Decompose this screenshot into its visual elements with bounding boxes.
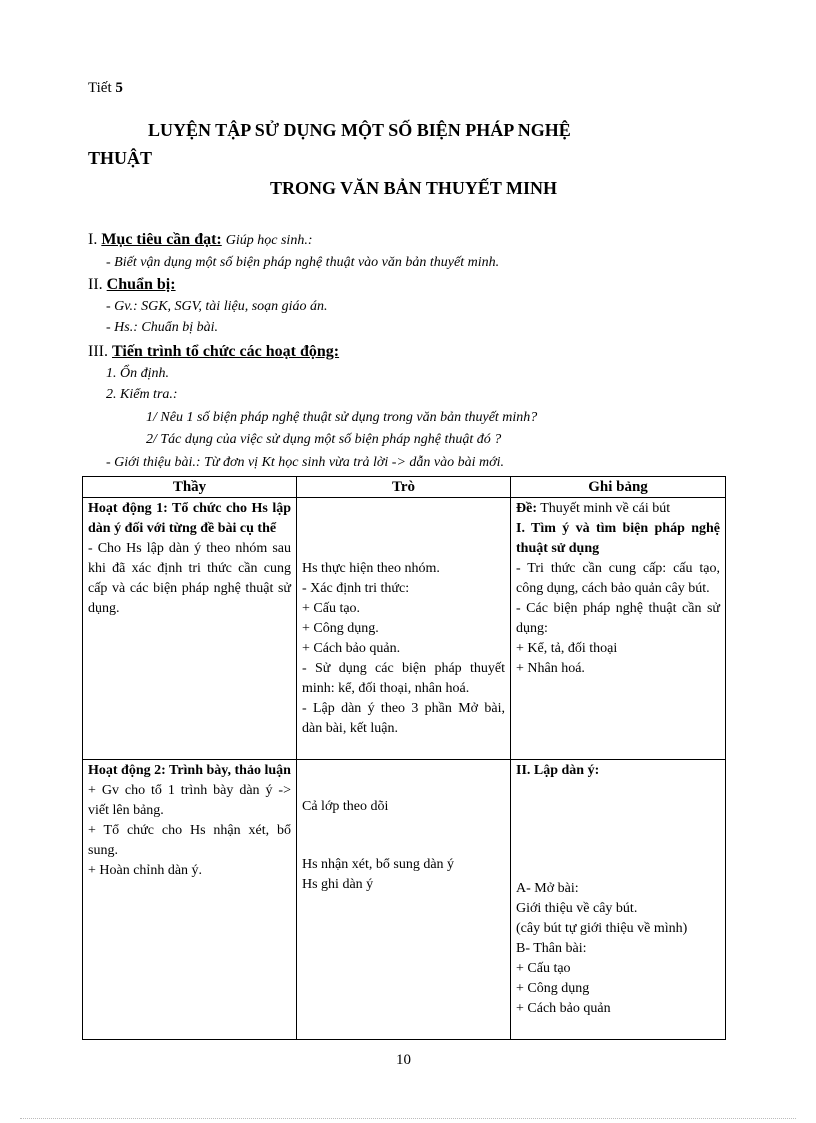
row1-board-line: - Tri thức cần cung cấp: cấu tạo, công dụng, cách bảo quản cây bút.: [516, 561, 720, 596]
title-line-3: TRONG VĂN BẢN THUYẾT MINH: [270, 178, 558, 198]
row1-student-line: + Cấu tạo.: [302, 601, 361, 616]
period-number: 5: [115, 80, 123, 96]
row2-board-line: + Công dụng: [516, 981, 590, 996]
row2-teacher-line: + Tổ chức cho Hs nhận xét, bổ sung.: [88, 823, 291, 858]
row2-teacher-line: + Gv cho tổ 1 trình bày dàn ý -> viết lên bảng.: [88, 783, 291, 818]
row1-board-line: + Nhân hoá.: [516, 661, 585, 676]
section3-title: Tiến trình tổ chức các hoạt động:: [111, 343, 340, 360]
row1-student-line: - Lập dàn ý theo 3 phần Mở bài, dàn bài, kết luận.: [302, 701, 505, 736]
section1-heading: [88, 231, 312, 249]
title-line-2: THUẬT: [88, 148, 153, 168]
section3-heading: [88, 343, 339, 361]
row1-student-line: - Xác định tri thức:: [302, 581, 410, 596]
section2-item-2: - Hs.: Chuẩn bị bài.: [106, 320, 218, 335]
row2-board-line: (cây bút tự giới thiệu về mình): [516, 921, 688, 936]
row1-board-topic-text: Thuyết minh về cái bút: [540, 501, 671, 516]
row1-board-heading: I. Tìm ý và tìm biện pháp nghệ thuật sử dụng: [516, 521, 720, 556]
section2-item-1: - Gv.: SGK, SGV, tài liệu, soạn giáo án.: [106, 299, 328, 314]
header-teacher: Thầy: [83, 477, 297, 498]
period-text: Tiết: [88, 80, 112, 96]
row2-board-heading: II. Lập dàn ý:: [516, 763, 600, 778]
section3-question-2: 2/ Tác dụng của việc sử dụng một số biện pháp nghệ thuật đó ?: [146, 432, 502, 447]
row2-teacher-heading: Hoạt động 2: Trình bày, thảo luận: [88, 763, 291, 778]
row2-board-line: A- Mở bài:: [516, 881, 579, 896]
row1-student-line: - Sử dụng các biện pháp thuyết minh: kể, đối thoại, nhân hoá.: [302, 661, 505, 696]
section3-item-2: 2. Kiểm tra.:: [106, 387, 178, 402]
row1-board-topic: [516, 499, 720, 519]
row2-teacher-cell: [83, 760, 297, 1040]
row2-student-line: Hs ghi dàn ý: [302, 877, 374, 892]
section3-item-1: 1. Ổn định.: [106, 366, 169, 381]
header-student: Trò: [297, 477, 511, 498]
section1-numeral: I.: [88, 231, 98, 248]
page-number: 10: [396, 1052, 411, 1068]
footer-divider: [20, 1118, 796, 1119]
row1-student-line: + Công dụng.: [302, 621, 379, 636]
section2-title: Chuẩn bị:: [106, 276, 176, 293]
section1-item: - Biết vận dụng một số biện pháp nghệ thuật vào văn bản thuyết minh.: [106, 255, 500, 270]
section3-numeral: III.: [88, 343, 108, 360]
row2-student-line: Hs nhận xét, bổ sung dàn ý: [302, 857, 455, 872]
row2-board-line: B- Thân bài:: [516, 941, 587, 956]
row1-teacher-cell: [83, 498, 297, 760]
lesson-table: [82, 476, 726, 1040]
row1-student-line: Hs thực hiện theo nhóm.: [302, 561, 440, 576]
section2-heading: [88, 276, 176, 294]
table-row: [83, 760, 726, 1040]
table-row: [83, 498, 726, 760]
section1-title: Mục tiêu cần đạt:: [101, 231, 222, 248]
section1-intro: Giúp học sinh.:: [225, 233, 313, 248]
row2-student-line: Cả lớp theo dõi: [302, 799, 389, 814]
title-line-1: LUYỆN TẬP SỬ DỤNG MỘT SỐ BIỆN PHÁP NGHỆ: [148, 120, 571, 140]
row1-board-topic-label: Đề:: [516, 501, 537, 516]
row2-board-line: + Cách bảo quản: [516, 1001, 611, 1016]
section2-numeral: II.: [88, 276, 103, 293]
header-board: Ghi bảng: [511, 477, 726, 498]
section3-lesson-intro: - Giới thiệu bài.: Từ đơn vị Kt học sinh vừa trả lời -> dẫn vào bài mới.: [106, 455, 504, 470]
row1-student-line: + Cách bảo quản.: [302, 641, 401, 656]
row2-teacher-line: + Hoàn chỉnh dàn ý.: [88, 863, 203, 878]
row2-student-cell: [297, 760, 511, 1040]
row2-board-line: + Cấu tạo: [516, 961, 571, 976]
row1-board-line: - Các biện pháp nghệ thuật cần sử dụng:: [516, 601, 720, 636]
row1-teacher-heading: Hoạt động 1: Tổ chức cho Hs lập dàn ý đối với từng đề bài cụ thể: [88, 501, 291, 536]
section3-question-1: 1/ Nêu 1 số biện pháp nghệ thuật sử dụng trong văn bản thuyết minh?: [146, 410, 538, 425]
row1-board-line: + Kể, tả, đối thoại: [516, 641, 618, 656]
period-label: [88, 80, 123, 97]
row2-board-cell: [511, 760, 726, 1040]
table-header-row: [83, 477, 726, 498]
row2-board-line: Giới thiệu về cây bút.: [516, 901, 638, 916]
row1-student-cell: [297, 498, 511, 760]
row1-teacher-text: - Cho Hs lập dàn ý theo nhóm sau khi đã xác định tri thức cần cung cấp và các biện pháp nghệ thuật sử dụng.: [88, 541, 291, 616]
row1-board-cell: [511, 498, 726, 760]
